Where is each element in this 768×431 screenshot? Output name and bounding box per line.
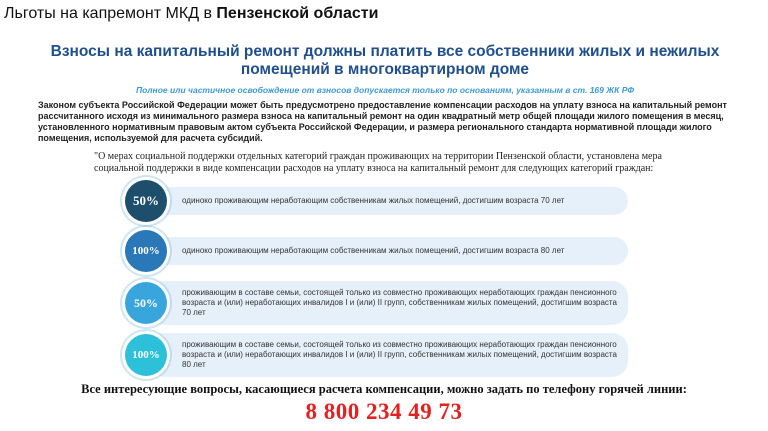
page-title xyxy=(4,5,378,23)
benefit-item-1 xyxy=(125,181,628,221)
hotline-text: Все интересующие вопросы, касающиеся расчета компенсации, можно задать по телефону горячей линии: xyxy=(81,382,687,396)
main-heading: Взносы на капитальный ремонт должны платить все собственники жилых и нежилых помещений в многоквартирном доме xyxy=(50,43,720,78)
page-title-plain: Льготы на капремонт МКД в xyxy=(4,5,217,22)
percent-badge: 100% xyxy=(125,230,167,272)
benefit-text: проживающим в составе семьи, состоящей только из совместно проживающих неработающих граждан пенсионного возраста и (или) неработающих инвалидов I и (или) II групп, собственникам жилых помещений, достигшим возраста 70 лет xyxy=(182,288,617,317)
benefit-item-3 xyxy=(125,279,628,327)
benefit-item-4 xyxy=(125,331,628,379)
percent-badge: 50% xyxy=(125,180,167,222)
benefit-text: одиноко проживающим неработающим собственникам жилых помещений, достигшим возраста 70 лет xyxy=(182,196,565,205)
subheading: Полное или частичное освобождение от взносов допускается только по основаниям, указанным в ст. 169 ЖК РФ xyxy=(135,85,635,95)
percent-badge: 50% xyxy=(125,282,167,324)
law-quote: "О мерах социальной поддержки отдельных категорий граждан проживающих на территории Пензенской области, установлена мера социальной поддержки в виде компенсации расходов на уплату взноса на капитальный ремонт для следующих категорий граждан: xyxy=(94,151,662,174)
lead-paragraph: Законом субъекта Российской Федерации может быть предусмотрено предоставление компенсации расходов на уплату взноса на капитальный ремонт рассчитанного исходя из минимального размера взноса на капитальный ремонт на один квадратный метр общей площади жилого помещения в месяц, установленного нормативным правовым актом субъекта Российской Федерации, и размера регионального стандарта нормативной площади жилого помещения, используемой для расчета субсидий. xyxy=(38,100,727,143)
benefit-item-2 xyxy=(125,231,628,271)
benefit-text: одиноко проживающим неработающим собственникам жилых помещений, достигшим возраста 80 лет xyxy=(182,246,565,255)
benefit-text: проживающим в составе семьи, состоящей только из совместно проживающих неработающих граждан пенсионного возраста и (или) неработающих инвалидов I и (или) II групп, собственникам жилых помещений, достигшим возраста 80 лет xyxy=(182,340,617,369)
hotline-phone[interactable]: 8 800 234 49 73 xyxy=(305,399,463,424)
percent-badge: 100% xyxy=(125,334,167,376)
page-title-region: Пензенской области xyxy=(216,5,379,22)
